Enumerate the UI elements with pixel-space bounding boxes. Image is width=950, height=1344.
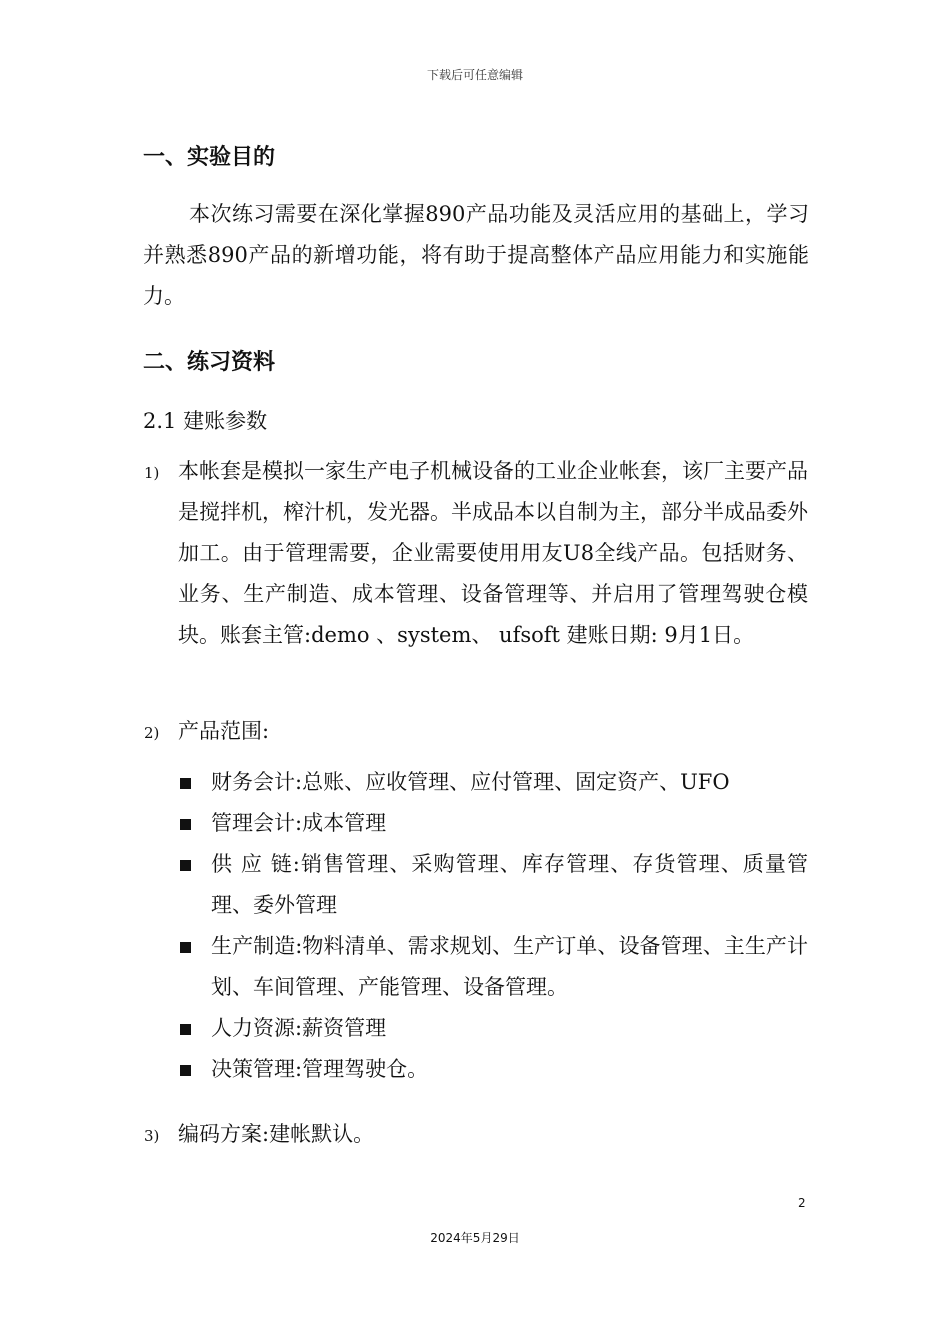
bullet-marker bbox=[180, 1065, 191, 1076]
bullet-marker bbox=[180, 942, 191, 953]
section-2-heading: 二、练习资料 bbox=[143, 350, 276, 375]
section-1-paragraph: 本次练习需要在深化掌握890产品功能及灵活应用的基础上，学习并熟悉890产品的新增功能，将有助于提高整体产品应用能力和实施能力。 bbox=[143, 202, 809, 308]
list-number-2: 2) bbox=[144, 724, 160, 742]
bullet-marker bbox=[180, 860, 191, 871]
section-2-subheading: 2.1 建账参数 bbox=[143, 409, 268, 433]
list-item-2: 产品范围: bbox=[178, 719, 270, 743]
list-number-3: 3) bbox=[144, 1127, 160, 1145]
bullet-marker bbox=[180, 778, 191, 789]
page-header: 下载后可任意编辑 bbox=[426, 68, 523, 82]
list-item-3: 编码方案:建帐默认。 bbox=[178, 1122, 375, 1146]
bullet-item-5: 人力资源:薪资管理 bbox=[211, 1016, 387, 1040]
bullet-item-2: 管理会计:成本管理 bbox=[211, 811, 387, 835]
page-footer-date: 2024年5月29日 bbox=[430, 1231, 520, 1245]
list-item-1: 本帐套是模拟一家生产电子机械设备的工业企业帐套，该厂主要产品是搅拌机，榨汁机，发光器。半成品本以自制为主，部分半成品委外加工。由于管理需要，企业需要使用用友U8全线产品。包括财务、业务、生产制造、成本管理、设备管理等、并启用了管理驾驶仓模块。账套主管:demo 、system、 ufsoft 建账日期: 9月1日。 bbox=[178, 459, 808, 647]
bullet-marker bbox=[180, 1024, 191, 1035]
section-1-heading: 一、实验目的 bbox=[143, 145, 276, 170]
bullet-item-4: 生产制造:物料清单、需求规划、生产订单、设备管理、主生产计划、车间管理、产能管理、设备管理。 bbox=[211, 934, 808, 999]
bullet-item-6: 决策管理:管理驾驶仓。 bbox=[211, 1057, 429, 1081]
bullet-item-3: 供 应 链:销售管理、采购管理、库存管理、存货管理、质量管理、委外管理 bbox=[211, 852, 808, 917]
list-number-1: 1) bbox=[144, 464, 160, 482]
bullet-marker bbox=[180, 819, 191, 830]
page-number: 2 bbox=[798, 1196, 806, 1210]
bullet-item-1: 财务会计:总账、应收管理、应付管理、固定资产、UFO bbox=[211, 770, 730, 794]
